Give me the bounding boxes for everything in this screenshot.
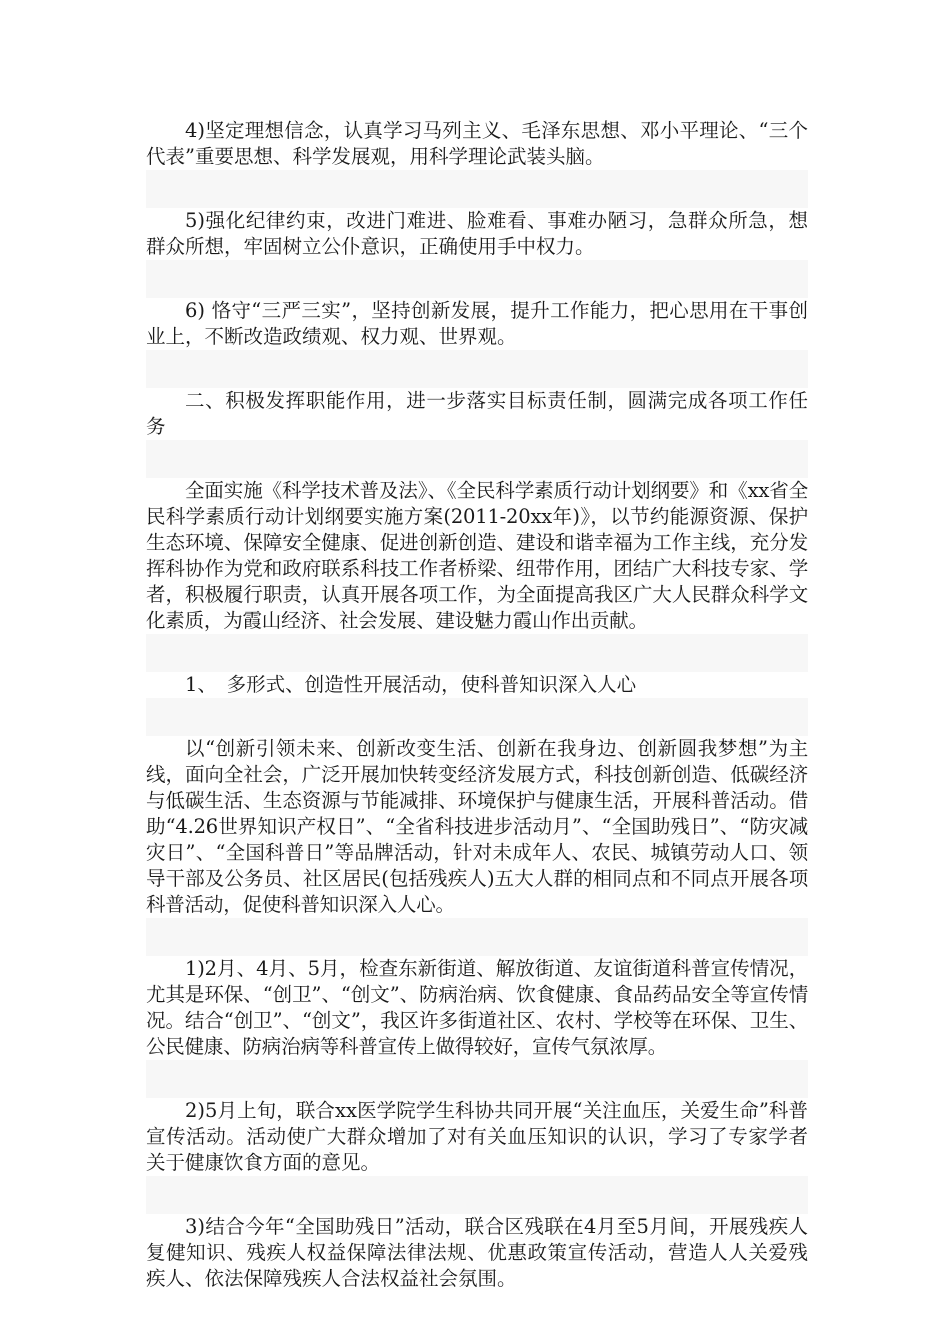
section-heading-2: 二、积极发挥职能作用，进一步落实目标责任制，圆满完成各项工作任务: [146, 389, 808, 438]
paragraph-activities: 以“创新引领未来、创新改变生活、创新在我身边、创新圆我梦想”为主线，面向全社会，广泛开展加快转变经济发展方式，科技创新创造、低碳经济与低碳生活、生态资源与节能减排、环境保护与健康生活，开展科普活动。借助“4.26世界知识产权日”、“全省科技进步活动月”、“全国助残日”、“防灾减灾日”、“全国科普日”等品牌活动，针对未成年人、农民、城镇劳动人口、领导干部及公务员、社区居民(包括残疾人)五大人群的相同点和不同点开展各项科普活动，促使科普知识深入人心。: [146, 737, 808, 916]
paragraph-item-4: 4)坚定理想信念，认真学习马列主义、毛泽东思想、邓小平理论、“三个代表”重要思想、科学发展观，用科学理论武装头脑。: [146, 119, 808, 168]
subsection-heading-1: 1、 多形式、创造性开展活动，使科普知识深入人心: [146, 672, 808, 698]
paragraph-activity-1: 1)2月、4月、5月，检查东新街道、解放街道、友谊街道科普宣传情况，尤其是环保、“创卫”、“创文”、防病治病、饮食健康、食品药品安全等宣传情况。结合“创卫”、“创文”，我区许多街道社区、农村、学校等在环保、卫生、公民健康、防病治病等科普宣传上做得较好，宣传气氛浓厚。: [146, 957, 808, 1058]
paragraph-activity-2: 2)5月上旬，联合xx医学院学生科协共同开展“关注血压，关爱生命”科普宣传活动。活动使广大群众增加了对有关血压知识的认识，学习了专家学者关于健康饮食方面的意见。: [146, 1099, 808, 1174]
paragraph-item-6: 6) 恪守“三严三实”，坚持创新发展，提升工作能力，把心思用在干事创业上，不断改造政绩观、权力观、世界观。: [146, 299, 808, 348]
paragraph-item-5: 5)强化纪律约束，改进门难进、脸难看、事难办陋习，急群众所急，想群众所想，牢固树立公仆意识，正确使用手中权力。: [146, 209, 808, 258]
document-body: [146, 118, 808, 1292]
paragraph-overview: 全面实施《科学技术普及法》、《全民科学素质行动计划纲要》和《xx省全民科学素质行动计划纲要实施方案(2011-20xx年)》，以节约能源资源、保护生态环境、保障安全健康、促进创新创造、建设和谐幸福为工作主线，充分发挥科协作为党和政府联系科技工作者桥梁、纽带作用，团结广大科技专家、学者，积极履行职责，认真开展各项工作，为全面提高我区广大人民群众科学文化素质，为霞山经济、社会发展、建设魅力霞山作出贡献。: [146, 479, 808, 632]
paragraph-activity-3: 3)结合今年“全国助残日”活动，联合区残联在4月至5月间，开展残疾人复健知识、残疾人权益保障法律法规、优惠政策宣传活动，营造人人关爱残疾人、依法保障残疾人合法权益社会氛围。: [146, 1215, 808, 1290]
